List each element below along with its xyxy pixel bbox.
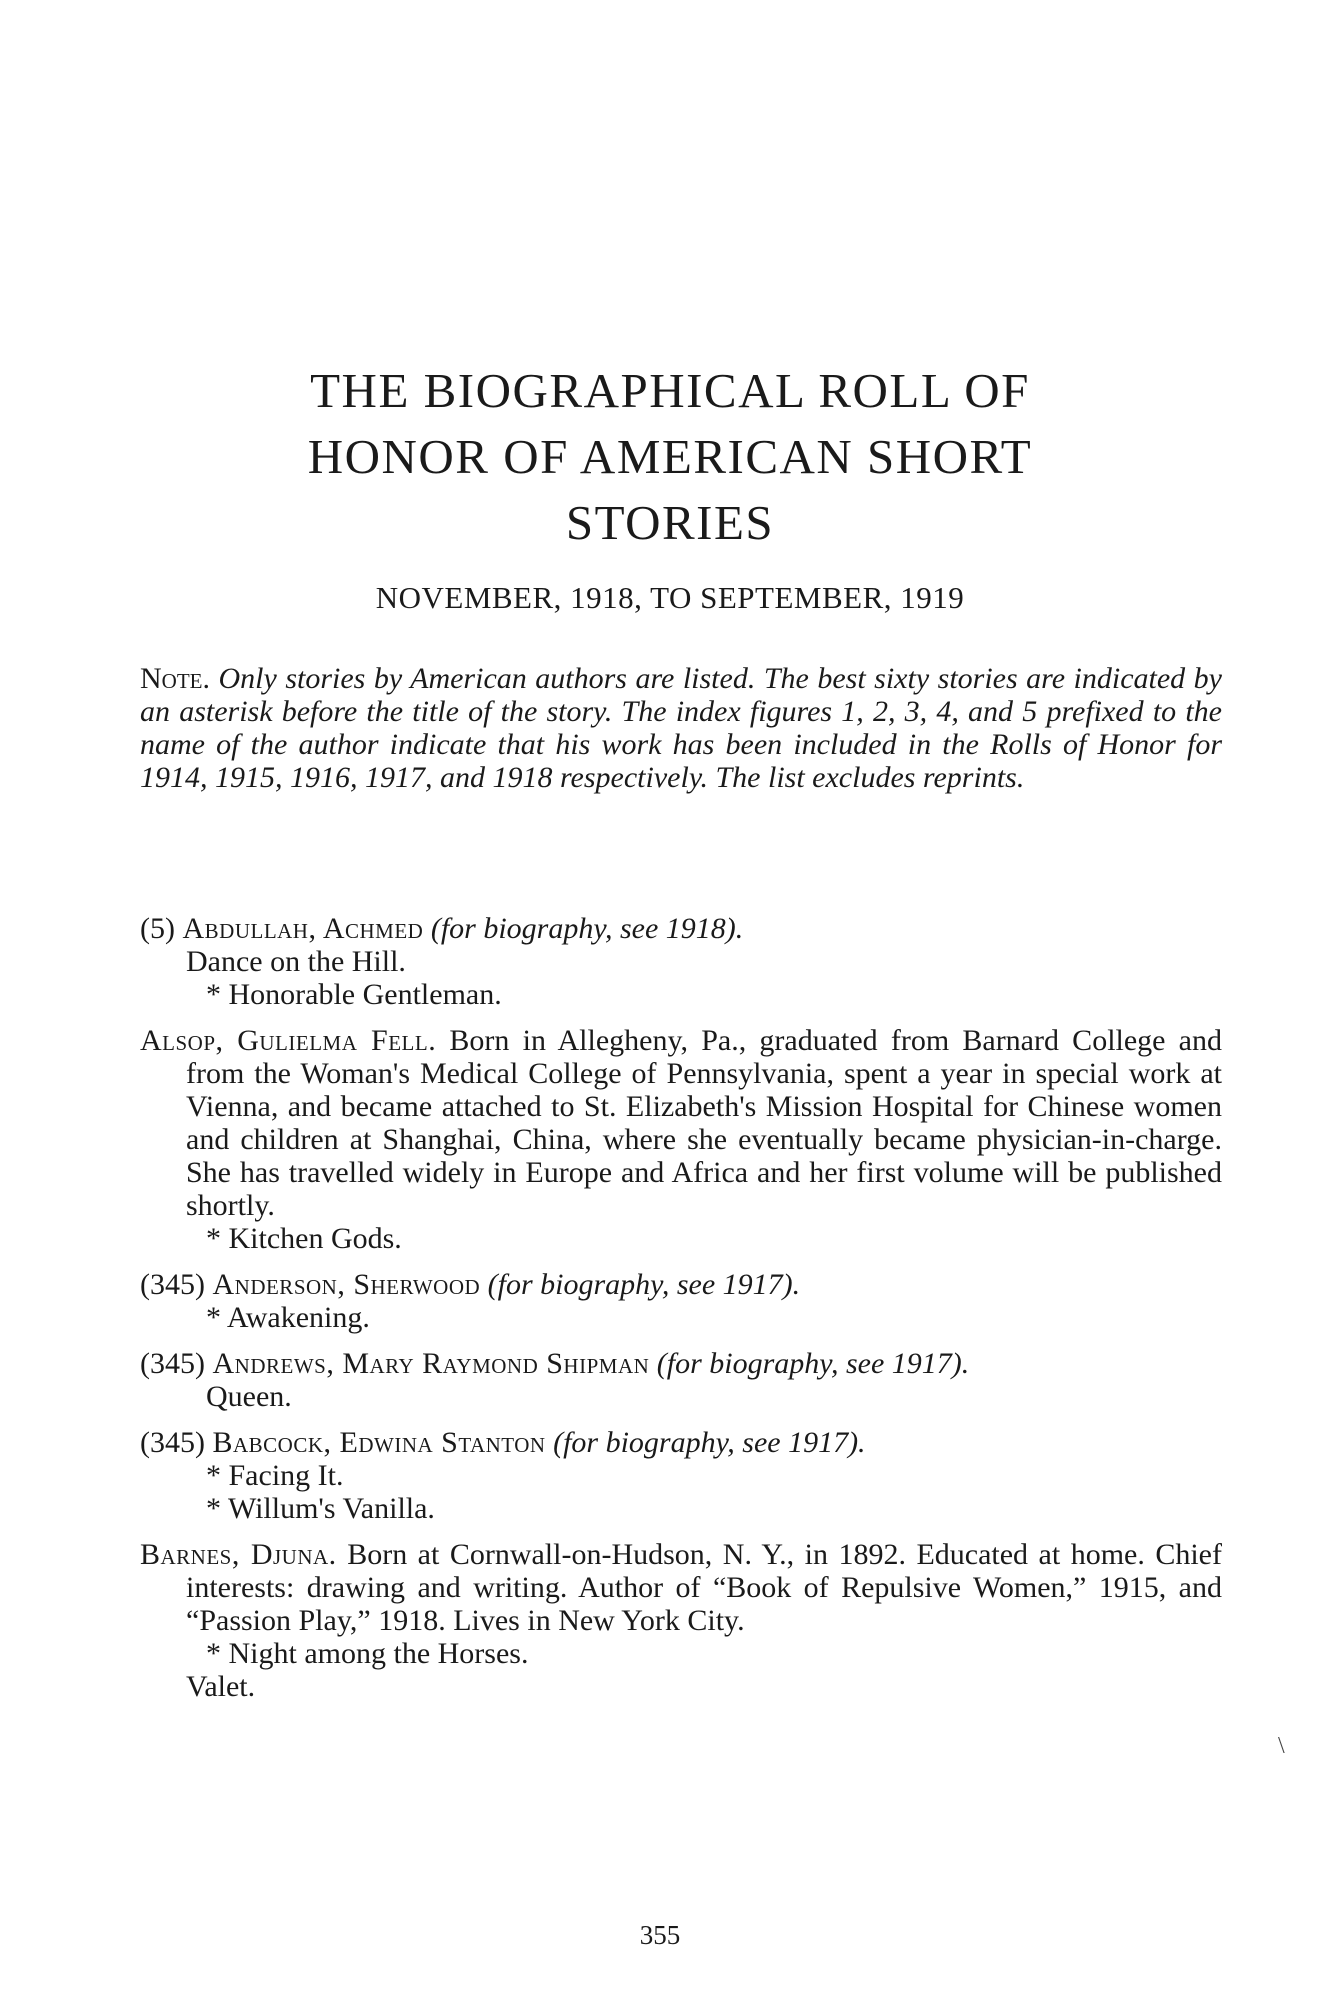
- entry-heading: [140, 1426, 1222, 1459]
- story-title: * Facing It.: [206, 1459, 344, 1492]
- note-label: Note.: [140, 662, 210, 695]
- author-biography: Born at Cornwall-on-Hudson, N. Y., in 1892. Educated at home. Chief interests: drawing and writing. Author of “Book of Repulsive Women,” 1915, and “Passion Play,” 1918. Lives in New York City.: [186, 1538, 1222, 1637]
- story-title: * Honorable Gentleman.: [206, 978, 502, 1011]
- entry-heading: [140, 1347, 1222, 1380]
- story-title: * Awakening.: [206, 1301, 370, 1334]
- note-text: Only stories by American authors are listed. The best sixty stories are indicated by an asterisk before the title of the story. The index figures 1, 2, 3, 4, and 5 prefixed to the name of the author indicate that his work has been included in the Rolls of Honor for 1914, 1915, 1916, 1917, and 1918 respectively. The list excludes reprints.: [140, 662, 1222, 794]
- author-entry: [140, 1347, 1222, 1413]
- stray-printing-mark: \: [1278, 1733, 1285, 1759]
- author-entry: [140, 1268, 1222, 1334]
- author-name: Barnes, Djuna.: [140, 1538, 337, 1571]
- story-title: * Kitchen Gods.: [206, 1222, 402, 1255]
- author-entries: [140, 912, 1222, 1716]
- author-name: Babcock, Edwina Stanton: [212, 1426, 546, 1459]
- author-name: Anderson, Sherwood: [212, 1268, 481, 1301]
- entry-heading: [140, 912, 1222, 945]
- entry-heading: [140, 1268, 1222, 1301]
- author-name: Abdullah, Achmed: [182, 912, 424, 945]
- entry-index: (345): [140, 1268, 205, 1301]
- entry-heading: [140, 1024, 1222, 1222]
- date-range-subtitle: NOVEMBER, 1918, TO SEPTEMBER, 1919: [375, 580, 965, 615]
- author-entry: [140, 912, 1222, 1011]
- editorial-note: [140, 662, 1222, 794]
- title-line-3: STORIES: [565, 495, 775, 550]
- story-title: Dance on the Hill.: [186, 945, 406, 978]
- page-number: 355: [639, 1920, 681, 1950]
- story-title: * Willum's Vanilla.: [206, 1492, 435, 1525]
- entry-index: (5): [140, 912, 175, 945]
- story-title: * Night among the Horses.: [206, 1637, 529, 1670]
- author-name: Andrews, Mary Raymond Shipman: [212, 1347, 650, 1380]
- biography-reference: (for biography, see 1917).: [656, 1347, 970, 1380]
- story-title: Valet.: [186, 1670, 256, 1703]
- page-title: [140, 358, 1200, 556]
- biography-reference: (for biography, see 1917).: [553, 1426, 866, 1459]
- author-biography: Born in Allegheny, Pa., graduated from Barnard College and from the Woman's Medical College of Pennsylvania, spent a year in special work at Vienna, and became attached to St. Elizabeth's Mission Hospital for Chinese women and children at Shanghai, China, where she eventually became physician-in-charge. She has travelled widely in Europe and Africa and her first volume will be published shortly.: [186, 1024, 1222, 1222]
- author-entry: [140, 1538, 1222, 1703]
- title-line-1: THE BIOGRAPHICAL ROLL OF: [310, 363, 1030, 418]
- biography-reference: (for biography, see 1918).: [430, 912, 744, 945]
- entry-index: (345): [140, 1347, 205, 1380]
- entry-heading: [140, 1538, 1222, 1637]
- biography-reference: (for biography, see 1917).: [487, 1268, 801, 1301]
- author-name: Alsop, Gulielma Fell.: [140, 1024, 437, 1057]
- title-line-2: HONOR OF AMERICAN SHORT: [307, 429, 1033, 484]
- story-title: Queen.: [206, 1380, 292, 1413]
- author-entry: [140, 1426, 1222, 1525]
- author-entry: [140, 1024, 1222, 1255]
- entry-index: (345): [140, 1426, 205, 1459]
